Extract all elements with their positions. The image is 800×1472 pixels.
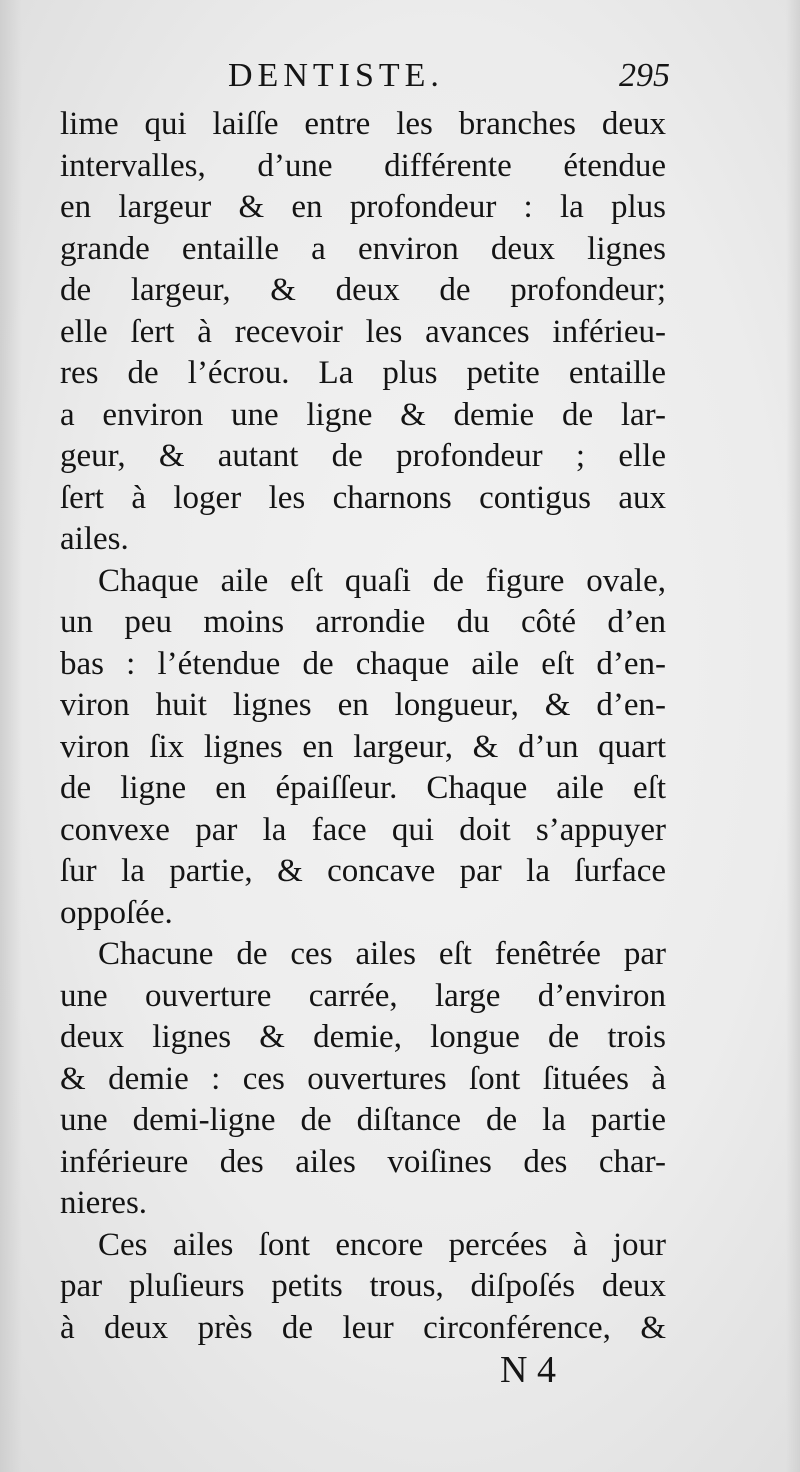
- text-line: bas : l’étendue de chaque aile eſt d’en-: [60, 645, 666, 682]
- text-line: un peu moins arrondie du côté d’en: [60, 604, 666, 640]
- text-line: nieres.: [60, 1185, 148, 1221]
- text-line: intervalles, d’une différente étendue: [60, 147, 666, 184]
- page-number: 295: [619, 57, 670, 94]
- signature-mark: N 4: [500, 1349, 556, 1391]
- text-line: lime qui laiſſe entre les branches deux: [60, 106, 666, 142]
- paragraph-first-line: Chaque aile eſt quaſi de figure ovale,: [98, 562, 666, 599]
- page-edge-shadow-right: [786, 0, 800, 1472]
- text-line: ſert à loger les charnons contigus aux: [60, 479, 666, 516]
- text-line: oppoſée.: [60, 894, 173, 931]
- page-header: [60, 52, 670, 102]
- text-line: par pluſieurs petits trous, diſpoſés deux: [60, 1268, 666, 1304]
- text-line: à deux près de leur circonférence, &: [60, 1309, 666, 1346]
- running-title: DENTISTE.: [228, 57, 444, 94]
- text-line: viron ſix lignes en largeur, & d’un quart: [60, 728, 666, 765]
- text-line: ailes.: [60, 521, 129, 557]
- text-line: une demi-ligne de diſtance de la partie: [60, 1102, 666, 1138]
- text-line: res de l’écrou. La plus petite entaille: [60, 355, 666, 391]
- text-line: geur, & autant de profondeur ; elle: [60, 438, 666, 474]
- text-line: & demie : ces ouvertures ſont ſituées à: [60, 1060, 666, 1097]
- text-line: ſur la partie, & concave par la ſurface: [60, 853, 666, 889]
- text-line: elle ſert à recevoir les avances inférieu-: [60, 313, 666, 350]
- text-line: en largeur & en profondeur : la plus: [60, 189, 666, 225]
- text-line: de largeur, & deux de profondeur;: [60, 272, 666, 308]
- text-line: viron huit lignes en longueur, & d’en-: [60, 687, 666, 723]
- paragraph-first-line: Ces ailes ſont encore percées à jour: [98, 1226, 666, 1263]
- text-line: une ouverture carrée, large d’environ: [60, 977, 666, 1014]
- text-line: grande entaille a environ deux lignes: [60, 230, 666, 267]
- text-line: inférieure des ailes voiſines des char-: [60, 1143, 666, 1180]
- paragraph-first-line: Chacune de ces ailes eſt fenêtrée par: [98, 936, 666, 972]
- text-line: deux lignes & demie, longue de trois: [60, 1019, 666, 1055]
- text-line: de ligne en épaiſſeur. Chaque aile eſt: [60, 770, 666, 806]
- body-text: [60, 104, 666, 1349]
- page-edge-shadow-left: [0, 0, 22, 1472]
- text-line: a environ une ligne & demie de lar-: [60, 396, 666, 433]
- text-line: convexe par la face qui doit s’appuyer: [60, 811, 666, 848]
